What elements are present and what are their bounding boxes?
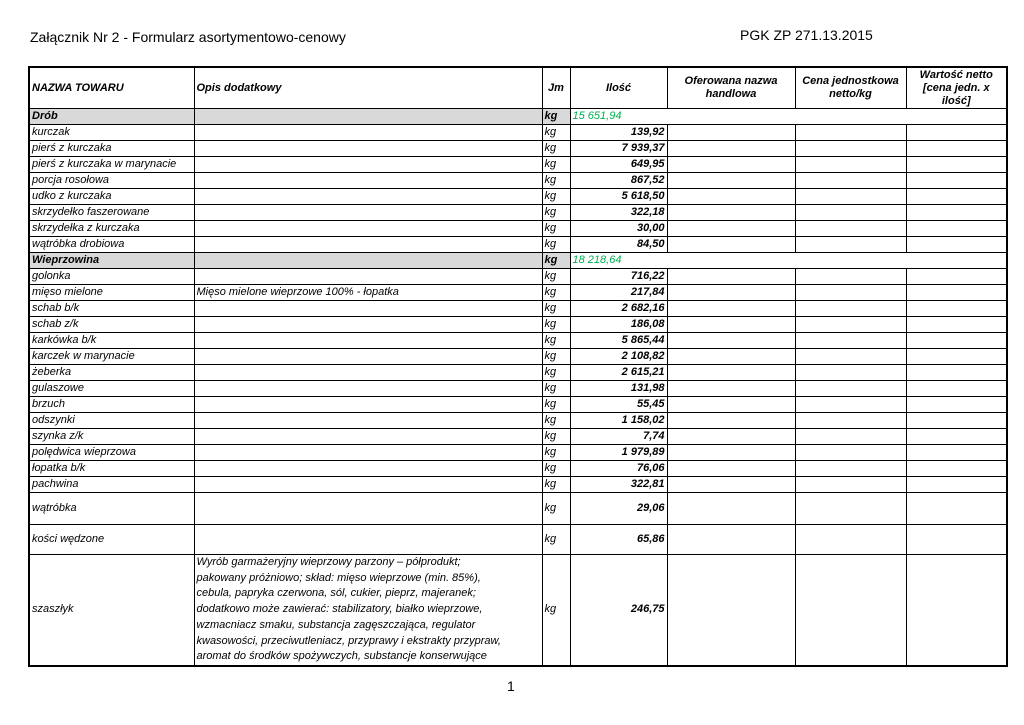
item-quantity: 7 939,37 [570, 141, 667, 157]
unit-price-cell[interactable] [795, 555, 906, 666]
table-row [29, 237, 1007, 253]
net-value-cell[interactable] [906, 365, 1007, 381]
reference-number: PGK ZP 271.13.2015 [740, 27, 873, 43]
item-name: szaszłyk [29, 555, 194, 666]
col-description-header: Opis dodatkowy [194, 67, 542, 109]
unit-price-cell[interactable] [795, 189, 906, 205]
offered-name-cell[interactable] [667, 189, 795, 205]
category-name: Wieprzowina [29, 253, 194, 269]
item-unit: kg [542, 317, 570, 333]
description-line: aromat do środków spożywczych, substancje konserwujące [196, 650, 487, 663]
category-total: 15 651,94 [570, 109, 1007, 125]
item-name: karczek w marynacie [29, 349, 194, 365]
item-unit: kg [542, 269, 570, 285]
item-quantity: 649,95 [570, 157, 667, 173]
item-description [194, 237, 542, 253]
offered-name-cell[interactable] [667, 525, 795, 555]
table-row [29, 349, 1007, 365]
net-value-cell[interactable] [906, 381, 1007, 397]
item-quantity: 2 108,82 [570, 349, 667, 365]
item-description [194, 141, 542, 157]
document-title: Załącznik Nr 2 - Formularz asortymentowo-cenowy [30, 29, 346, 45]
item-description [194, 205, 542, 221]
offered-name-cell[interactable] [667, 493, 795, 525]
item-name: kurczak [29, 125, 194, 141]
item-quantity: 29,06 [570, 493, 667, 525]
unit-price-cell[interactable] [795, 301, 906, 317]
item-unit: kg [542, 349, 570, 365]
item-unit: kg [542, 429, 570, 445]
unit-price-cell[interactable] [795, 381, 906, 397]
net-value-cell[interactable] [906, 189, 1007, 205]
unit-price-cell[interactable] [795, 413, 906, 429]
category-description [194, 253, 542, 269]
item-quantity: 5 865,44 [570, 333, 667, 349]
item-unit: kg [542, 381, 570, 397]
table-row [29, 555, 1007, 666]
item-description [194, 365, 542, 381]
table-row [29, 381, 1007, 397]
item-name: skrzydełka z kurczaka [29, 221, 194, 237]
item-name: pierś z kurczaka [29, 141, 194, 157]
net-value-cell[interactable] [906, 285, 1007, 301]
offered-name-cell[interactable] [667, 413, 795, 429]
unit-price-cell[interactable] [795, 429, 906, 445]
table-row [29, 397, 1007, 413]
offered-name-cell[interactable] [667, 381, 795, 397]
table-body [29, 109, 1007, 666]
item-quantity: 322,81 [570, 477, 667, 493]
offered-name-cell[interactable] [667, 461, 795, 477]
offered-name-cell[interactable] [667, 141, 795, 157]
unit-price-cell[interactable] [795, 317, 906, 333]
item-name: odszynki [29, 413, 194, 429]
item-unit: kg [542, 285, 570, 301]
item-unit: kg [542, 125, 570, 141]
net-value-cell[interactable] [906, 317, 1007, 333]
table-header-row [29, 67, 1007, 109]
table-row [29, 221, 1007, 237]
item-quantity: 5 618,50 [570, 189, 667, 205]
item-unit: kg [542, 205, 570, 221]
item-description [194, 413, 542, 429]
item-unit: kg [542, 397, 570, 413]
item-description [194, 477, 542, 493]
item-unit: kg [542, 157, 570, 173]
unit-price-cell[interactable] [795, 477, 906, 493]
net-value-cell[interactable] [906, 397, 1007, 413]
item-unit: kg [542, 237, 570, 253]
net-value-cell[interactable] [906, 237, 1007, 253]
item-quantity: 186,08 [570, 317, 667, 333]
offered-name-cell[interactable] [667, 333, 795, 349]
item-description [194, 461, 542, 477]
net-value-cell[interactable] [906, 173, 1007, 189]
unit-price-cell[interactable] [795, 205, 906, 221]
offered-name-cell[interactable] [667, 237, 795, 253]
unit-price-cell[interactable] [795, 525, 906, 555]
item-quantity: 2 615,21 [570, 365, 667, 381]
table-row [29, 477, 1007, 493]
category-row [29, 253, 1007, 269]
net-value-cell[interactable] [906, 429, 1007, 445]
table-row [29, 333, 1007, 349]
unit-price-cell[interactable] [795, 221, 906, 237]
item-name: polędwica wieprzowa [29, 445, 194, 461]
item-quantity: 217,84 [570, 285, 667, 301]
item-name: mięso mielone [29, 285, 194, 301]
net-value-cell[interactable] [906, 525, 1007, 555]
item-unit: kg [542, 301, 570, 317]
item-quantity: 131,98 [570, 381, 667, 397]
item-quantity: 2 682,16 [570, 301, 667, 317]
description-line: kwasowości, przeciwutleniacz, przyprawy i ekstrakty przypraw, [196, 634, 501, 647]
category-description [194, 109, 542, 125]
table-row [29, 525, 1007, 555]
item-name: wątróbka drobiowa [29, 237, 194, 253]
unit-price-cell[interactable] [795, 365, 906, 381]
offered-name-cell[interactable] [667, 365, 795, 381]
unit-price-cell[interactable] [795, 173, 906, 189]
offered-name-cell[interactable] [667, 173, 795, 189]
offered-name-cell[interactable] [667, 125, 795, 141]
item-name: szynka z/k [29, 429, 194, 445]
item-description [194, 349, 542, 365]
item-unit: kg [542, 493, 570, 525]
item-description [194, 269, 542, 285]
item-name: gulaszowe [29, 381, 194, 397]
table-row [29, 173, 1007, 189]
item-description [194, 301, 542, 317]
description-line: dodatkowo może zawierać: stabilizatory, białko wieprzowe, [196, 603, 483, 616]
unit-price-cell[interactable] [795, 333, 906, 349]
offered-name-cell[interactable] [667, 429, 795, 445]
col-quantity-header: Ilość [570, 67, 667, 109]
item-quantity: 30,00 [570, 221, 667, 237]
description-line: pakowany próżniowo; skład: mięso wieprzowe (min. 85%), [196, 571, 481, 584]
item-unit: kg [542, 555, 570, 666]
item-unit: kg [542, 365, 570, 381]
item-description [194, 493, 542, 525]
item-name: udko z kurczaka [29, 189, 194, 205]
item-name: pierś z kurczaka w marynacie [29, 157, 194, 173]
offered-name-cell[interactable] [667, 221, 795, 237]
item-quantity: 867,52 [570, 173, 667, 189]
item-description [194, 555, 542, 666]
item-unit: kg [542, 413, 570, 429]
description-line: wzmacniacz smaku, substancja zagęszczająca, regulator [196, 618, 476, 631]
table-row [29, 141, 1007, 157]
item-unit: kg [542, 477, 570, 493]
net-value-cell[interactable] [906, 555, 1007, 666]
item-name: schab z/k [29, 317, 194, 333]
table-row [29, 269, 1007, 285]
category-total: 18 218,64 [570, 253, 1007, 269]
table-row [29, 317, 1007, 333]
net-value-cell[interactable] [906, 157, 1007, 173]
unit-price-cell[interactable] [795, 269, 906, 285]
item-name: pachwina [29, 477, 194, 493]
unit-price-cell[interactable] [795, 493, 906, 525]
table-row [29, 125, 1007, 141]
item-name: brzuch [29, 397, 194, 413]
item-quantity: 55,45 [570, 397, 667, 413]
item-description [194, 429, 542, 445]
item-unit: kg [542, 445, 570, 461]
offered-name-cell[interactable] [667, 269, 795, 285]
offered-name-cell[interactable] [667, 205, 795, 221]
category-name: Drób [29, 109, 194, 125]
table-row [29, 205, 1007, 221]
table-row [29, 493, 1007, 525]
item-description [194, 221, 542, 237]
item-unit: kg [542, 141, 570, 157]
col-unit-price-header: Cena jednostkowa netto/kg [795, 67, 906, 109]
item-quantity: 84,50 [570, 237, 667, 253]
item-name: łopatka b/k [29, 461, 194, 477]
offered-name-cell[interactable] [667, 349, 795, 365]
item-name: żeberka [29, 365, 194, 381]
net-value-cell[interactable] [906, 333, 1007, 349]
offered-name-cell[interactable] [667, 445, 795, 461]
offered-name-cell[interactable] [667, 301, 795, 317]
item-description [194, 173, 542, 189]
unit-price-cell[interactable] [795, 157, 906, 173]
item-unit: kg [542, 221, 570, 237]
category-row [29, 109, 1007, 125]
item-unit: kg [542, 461, 570, 477]
net-value-cell[interactable] [906, 445, 1007, 461]
net-value-cell[interactable] [906, 221, 1007, 237]
item-name: skrzydełko faszerowane [29, 205, 194, 221]
item-unit: kg [542, 525, 570, 555]
item-description [194, 445, 542, 461]
item-unit: kg [542, 333, 570, 349]
item-quantity: 65,86 [570, 525, 667, 555]
price-form-table [28, 66, 1008, 667]
offered-name-cell[interactable] [667, 477, 795, 493]
item-quantity: 7,74 [570, 429, 667, 445]
unit-price-cell[interactable] [795, 125, 906, 141]
item-quantity: 139,92 [570, 125, 667, 141]
item-description [194, 317, 542, 333]
item-quantity: 322,18 [570, 205, 667, 221]
table-row [29, 285, 1007, 301]
item-name: kości wędzone [29, 525, 194, 555]
table-row [29, 461, 1007, 477]
item-description: Mięso mielone wieprzowe 100% - łopatka [194, 285, 542, 301]
item-quantity: 1 979,89 [570, 445, 667, 461]
item-description [194, 397, 542, 413]
item-name: porcja rosołowa [29, 173, 194, 189]
item-description [194, 189, 542, 205]
table-row [29, 157, 1007, 173]
col-offered-name-header: Oferowana nazwa handlowa [667, 67, 795, 109]
net-value-cell[interactable] [906, 349, 1007, 365]
net-value-cell[interactable] [906, 461, 1007, 477]
description-line: Wyrób garmażeryjny wieprzowy parzony – półprodukt; [196, 556, 461, 568]
category-unit: kg [542, 253, 570, 269]
item-quantity: 716,22 [570, 269, 667, 285]
table-row [29, 189, 1007, 205]
page-number: 1 [507, 678, 515, 694]
description-line: cebula, papryka czerwona, sól, cukier, pieprz, majeranek; [196, 587, 476, 600]
net-value-cell[interactable] [906, 269, 1007, 285]
item-quantity: 246,75 [570, 555, 667, 666]
unit-price-cell[interactable] [795, 141, 906, 157]
category-unit: kg [542, 109, 570, 125]
item-description [194, 333, 542, 349]
offered-name-cell[interactable] [667, 285, 795, 301]
unit-price-cell[interactable] [795, 237, 906, 253]
net-value-cell[interactable] [906, 141, 1007, 157]
col-unit-header: Jm [542, 67, 570, 109]
offered-name-cell[interactable] [667, 397, 795, 413]
unit-price-cell[interactable] [795, 445, 906, 461]
item-unit: kg [542, 173, 570, 189]
net-value-cell[interactable] [906, 125, 1007, 141]
col-name-header: NAZWA TOWARU [29, 67, 194, 109]
item-unit: kg [542, 189, 570, 205]
net-value-cell[interactable] [906, 301, 1007, 317]
table-row [29, 413, 1007, 429]
table-row [29, 365, 1007, 381]
item-name: karkówka b/k [29, 333, 194, 349]
item-name: golonka [29, 269, 194, 285]
table-row [29, 301, 1007, 317]
unit-price-cell[interactable] [795, 397, 906, 413]
item-description [194, 125, 542, 141]
item-name: wątróbka [29, 493, 194, 525]
table-row [29, 445, 1007, 461]
offered-name-cell[interactable] [667, 555, 795, 666]
item-description [194, 157, 542, 173]
net-value-cell[interactable] [906, 413, 1007, 429]
item-name: schab b/k [29, 301, 194, 317]
net-value-cell[interactable] [906, 493, 1007, 525]
offered-name-cell[interactable] [667, 157, 795, 173]
item-quantity: 1 158,02 [570, 413, 667, 429]
item-quantity: 76,06 [570, 461, 667, 477]
offered-name-cell[interactable] [667, 317, 795, 333]
table-row [29, 429, 1007, 445]
unit-price-cell[interactable] [795, 349, 906, 365]
item-description [194, 381, 542, 397]
net-value-cell[interactable] [906, 205, 1007, 221]
unit-price-cell[interactable] [795, 461, 906, 477]
unit-price-cell[interactable] [795, 285, 906, 301]
col-net-value-header: Wartość netto [cena jedn. x ilość] [906, 67, 1007, 109]
net-value-cell[interactable] [906, 477, 1007, 493]
item-description [194, 525, 542, 555]
